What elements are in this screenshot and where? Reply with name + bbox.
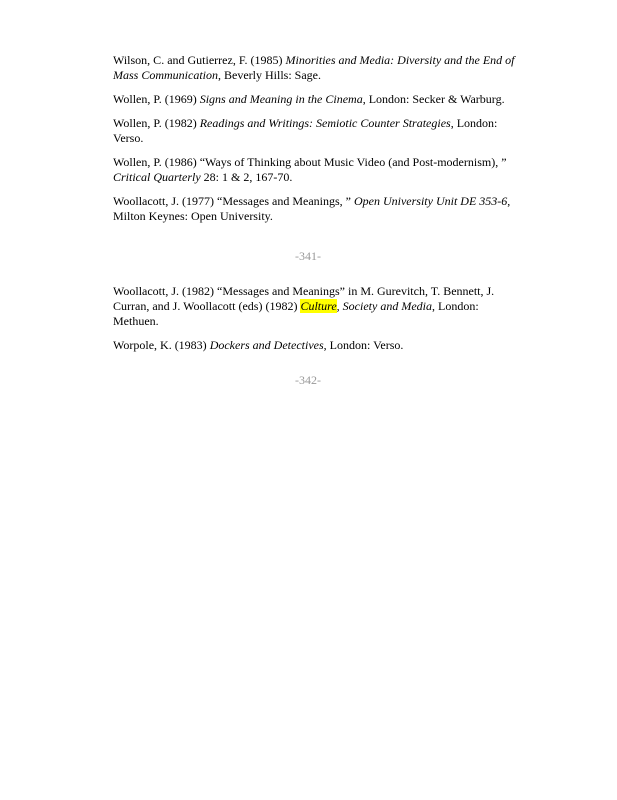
reference-text: Worpole, K. (1983) [113, 338, 210, 352]
reference-title: Minorities and Media: Diversity and the End of Mass Communication [113, 53, 515, 82]
reference-title: Critical Quarterly [113, 170, 201, 184]
reference-title: Open University Unit DE 353-6 [353, 194, 508, 208]
reference-wollen-1969 [113, 92, 525, 107]
reference-text: 28: 1 & 2, 167-70. [200, 170, 293, 184]
reference-wollen-1982 [113, 116, 525, 146]
reference-text: Woollacott, J. (1977) “Messages and Meanings, ” [113, 194, 354, 208]
reference-title-rest: , Society and Media [336, 299, 432, 313]
reference-woollacott-1982 [113, 284, 525, 329]
reference-text: Woollacott, J. (1982) “Messages and Meanings” in M. Gurevitch, T. Bennett, J. Curran, and J. Woollacott (eds) (1982) [113, 284, 495, 313]
reference-wilson-1985 [113, 53, 525, 83]
reference-text: Wilson, C. and Gutierrez, F. (1985) [113, 53, 286, 67]
reference-text: Wollen, P. (1986) “Ways of Thinking about Music Video (and Post-modernism), ” [113, 155, 507, 169]
reference-text: , Milton Keynes: Open University. [113, 194, 511, 223]
highlighted-text: Culture [300, 299, 337, 313]
reference-woollacott-1977 [113, 194, 525, 224]
page-number: -342- [295, 373, 321, 387]
reference-wollen-1986 [113, 155, 525, 185]
reference-text: , London: Secker & Warburg. [362, 92, 505, 106]
reference-title [300, 299, 432, 313]
document-page [113, 53, 525, 388]
reference-worpole-1983 [113, 338, 525, 353]
reference-title: Readings and Writings: Semiotic Counter Strategies [199, 116, 451, 130]
reference-text: Wollen, P. (1969) [113, 92, 200, 106]
page-number: -341- [295, 249, 321, 263]
reference-text: , Beverly Hills: Sage. [218, 68, 321, 82]
reference-text: , London: Verso. [113, 116, 498, 145]
reference-title: Dockers and Detectives [209, 338, 324, 352]
reference-title: Signs and Meaning in the Cinema [199, 92, 363, 106]
reference-text: Wollen, P. (1982) [113, 116, 200, 130]
reference-text: , London: Methuen. [113, 299, 479, 328]
reference-text: , London: Verso. [323, 338, 404, 352]
